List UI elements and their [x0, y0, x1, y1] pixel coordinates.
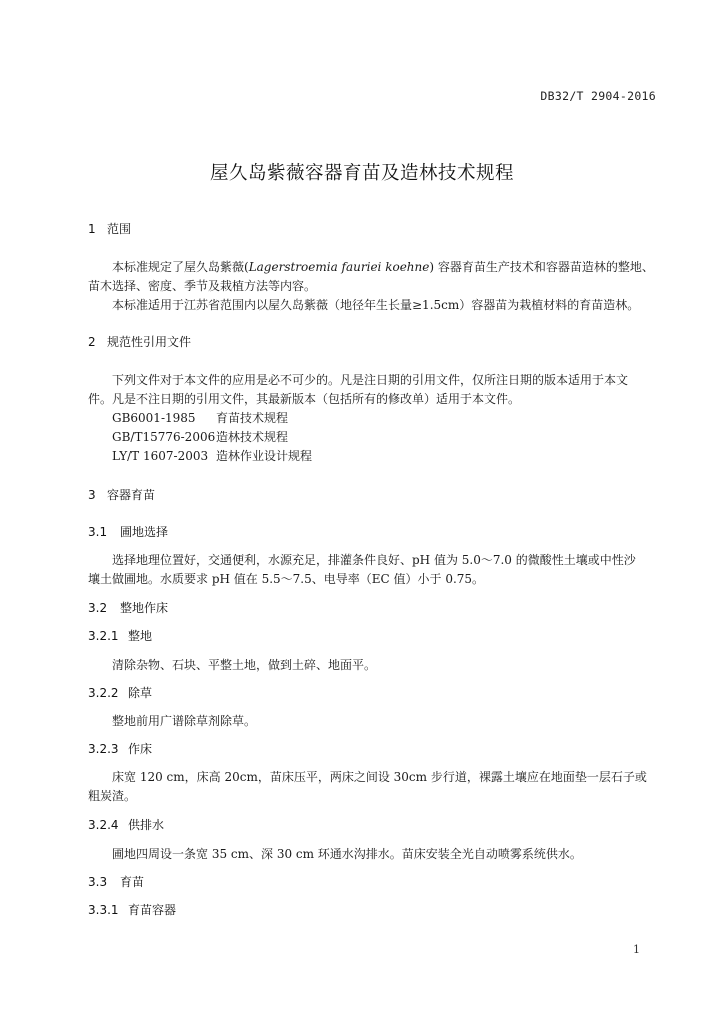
section-1-heading — [88, 220, 131, 237]
section-number: 3.3 — [88, 875, 108, 889]
text-fragment: 本标准规定了屋久岛紫薇( — [112, 260, 249, 274]
section-number: 3.2 — [88, 601, 108, 615]
latin-name: Lagerstroemia fauriei koehne — [248, 260, 430, 274]
reference-name: 育苗技术规程 — [216, 411, 289, 425]
section-3-3-heading — [88, 873, 144, 890]
document-title: 屋久岛紫薇容器育苗及造林技术规程 — [209, 163, 514, 184]
section-number: 1 — [88, 222, 96, 236]
paragraph-line: 整地前用广谱除草剂除草。 — [112, 714, 257, 728]
section-3-2-2-heading — [88, 684, 152, 701]
nursery-site-paragraph — [88, 551, 658, 589]
section-number: 2 — [88, 335, 96, 349]
scope-paragraph — [88, 258, 658, 315]
section-title: 供排水 — [128, 818, 165, 832]
text-fragment: ) 容器育苗生产技术和容器苗造林的整地、 — [429, 260, 654, 274]
reference-code: GB/T15776-2006 — [112, 430, 216, 444]
section-3-1-heading — [88, 523, 168, 540]
standard-code: DB32/T 2904-2016 — [540, 89, 656, 103]
page-number: 1 — [633, 943, 640, 956]
section-title: 整地作床 — [120, 601, 169, 615]
land-prep-paragraph — [88, 656, 658, 675]
section-title: 作床 — [128, 742, 153, 756]
section-number: 3.2.2 — [88, 686, 119, 700]
section-title: 容器育苗 — [107, 488, 156, 502]
normative-references-paragraph — [88, 371, 658, 409]
paragraph-line: 粗炭渣。 — [88, 789, 137, 803]
paragraph-line: 选择地理位置好，交通便利，水源充足，排灌条件良好、pH 值为 5.0～7.0 的微酸性土壤或中性沙 — [112, 553, 636, 567]
section-3-2-1-heading — [88, 627, 152, 644]
reference-code: GB6001-1985 — [112, 411, 196, 425]
reference-code: LY/T 1607-2003 — [112, 449, 209, 463]
paragraph-line — [88, 258, 658, 277]
reference-name: 造林作业设计规程 — [216, 449, 313, 463]
paragraph-line: 本标准适用于江苏省范围内以屋久岛紫薇（地径年生长量≥1.5cm）容器苗为栽植材料的育苗造林。 — [112, 298, 640, 312]
section-number: 3.2.4 — [88, 818, 119, 832]
section-3-2-3-heading — [88, 740, 152, 757]
section-3-2-heading — [88, 599, 168, 616]
section-number: 3 — [88, 488, 96, 502]
section-3-3-1-heading — [88, 901, 176, 918]
section-3-heading — [88, 486, 155, 503]
section-title: 育苗容器 — [128, 903, 177, 917]
section-title: 规范性引用文件 — [107, 335, 192, 349]
section-number: 3.3.1 — [88, 903, 119, 917]
paragraph-line: 下列文件对于本文件的应用是必不可少的。凡是注日期的引用文件，仅所注日期的版本适用于本文 — [112, 373, 629, 387]
section-number: 3.2.1 — [88, 629, 119, 643]
reference-item — [112, 447, 312, 466]
weeding-paragraph — [88, 712, 658, 731]
reference-item — [112, 428, 312, 447]
paragraph-line: 床宽 120 cm，床高 20cm，苗床压平，两床之间设 30cm 步行道，裸露土壤应在地面垫一层石子或 — [112, 770, 647, 784]
paragraph-line: 圃地四周设一条宽 35 cm、深 30 cm 环通水沟排水。苗床安装全光自动喷雾系统供水。 — [112, 847, 582, 861]
section-title: 整地 — [128, 629, 153, 643]
paragraph-line: 苗木选择、密度、季节及栽植方法等内容。 — [88, 279, 317, 293]
section-number: 3.1 — [88, 525, 108, 539]
section-title: 除草 — [128, 686, 153, 700]
reference-item — [112, 409, 312, 428]
section-title: 育苗 — [120, 875, 145, 889]
paragraph-line: 壤土做圃地。水质要求 pH 值在 5.5～7.5、电导率（EC 值）小于 0.75。 — [88, 572, 485, 586]
paragraph-line: 清除杂物、石块、平整土地，做到土碎、地面平。 — [112, 658, 377, 672]
reference-list — [112, 409, 312, 466]
water-supply-paragraph — [88, 845, 658, 864]
section-title: 圃地选择 — [120, 525, 169, 539]
paragraph-line: 件。凡是不注日期的引用文件，其最新版本（包括所有的修改单）适用于本文件。 — [88, 392, 521, 406]
section-title: 范围 — [107, 222, 132, 236]
section-number: 3.2.3 — [88, 742, 119, 756]
section-2-heading — [88, 333, 191, 350]
section-3-2-4-heading — [88, 816, 164, 833]
bed-making-paragraph — [88, 768, 658, 806]
reference-name: 造林技术规程 — [216, 430, 289, 444]
